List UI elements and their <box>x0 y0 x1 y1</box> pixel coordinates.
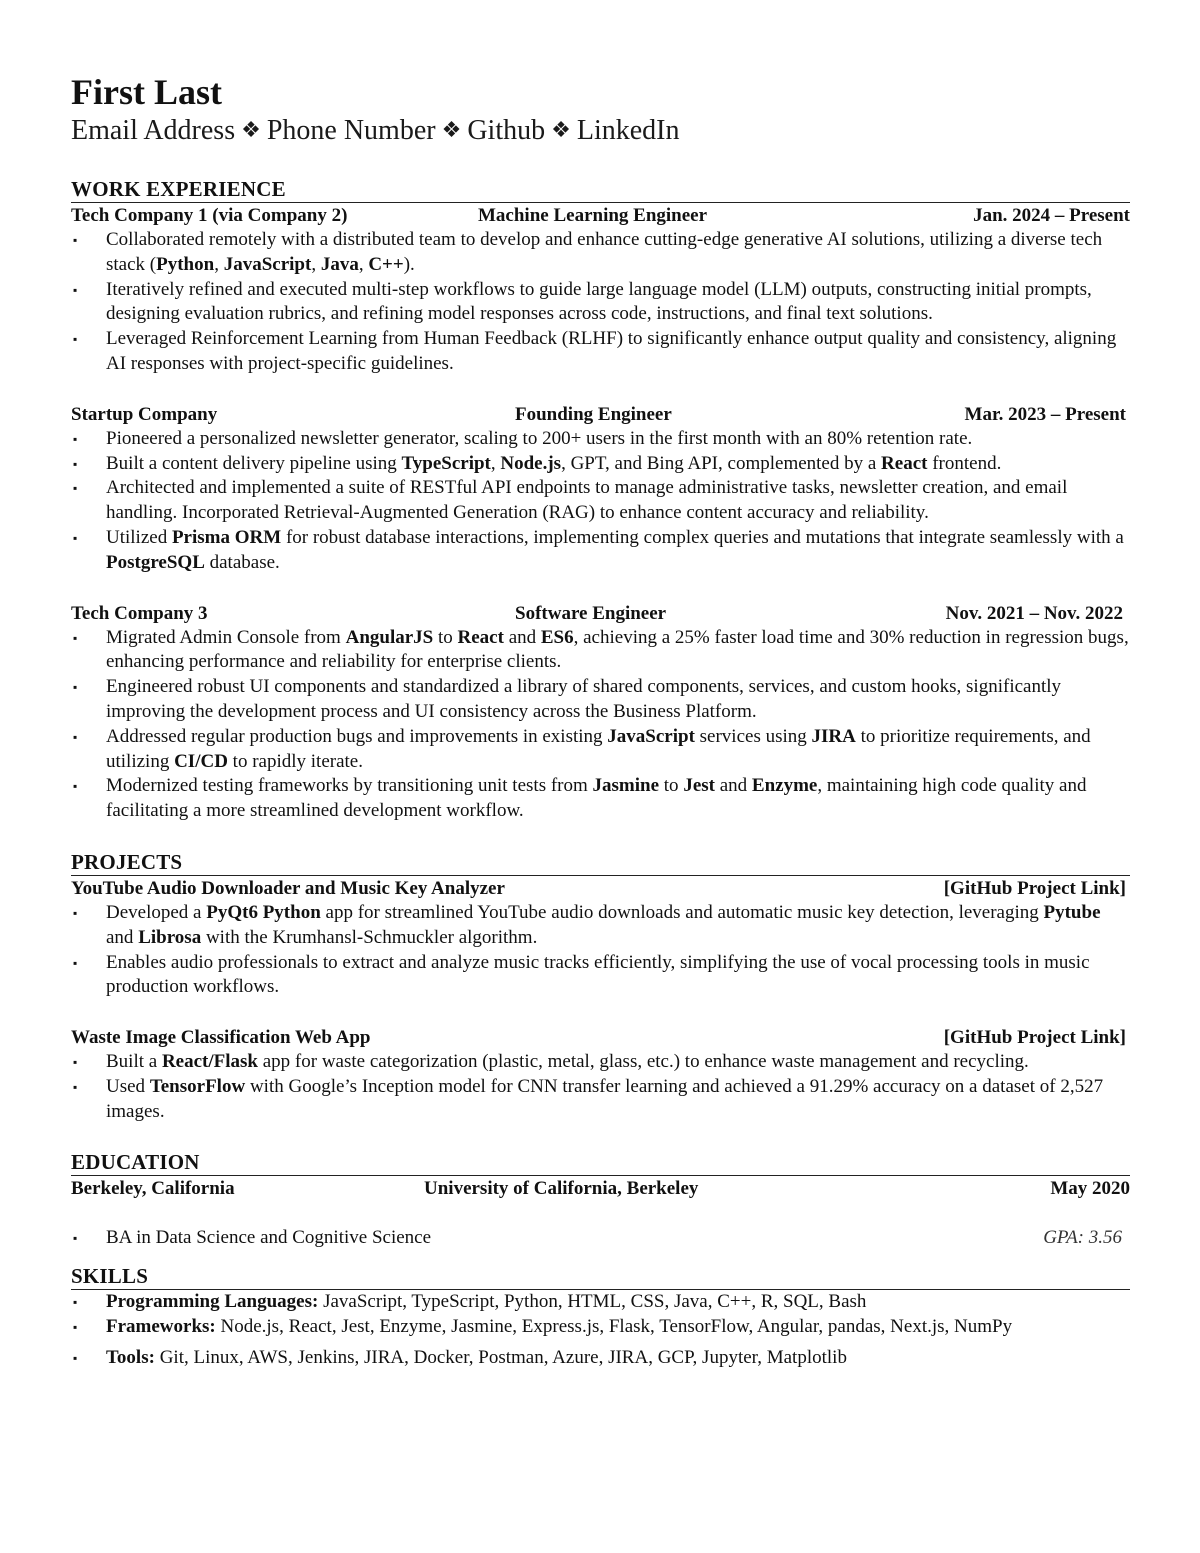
project-link[interactable]: [GitHub Project Link] <box>943 1027 1126 1049</box>
list-item <box>71 228 1130 278</box>
project-link[interactable]: [GitHub Project Link] <box>943 877 1126 899</box>
list-item <box>71 725 1130 775</box>
bullet-text: Modernized testing frameworks by transitioning unit tests from <box>106 775 593 797</box>
list-item <box>71 327 1130 377</box>
bullet-list <box>71 901 1130 1000</box>
bullet-text: frontend. <box>927 452 1002 474</box>
skills-list <box>71 1290 1130 1370</box>
bullet-keyword: Jasmine <box>592 775 660 797</box>
bullet-list <box>71 427 1130 576</box>
bullet-text: and <box>714 775 752 797</box>
bullet-keyword: React <box>457 626 504 648</box>
bullet-keyword: Python <box>156 253 215 275</box>
list-item <box>71 278 1130 328</box>
bullet-keyword: React/Flask <box>161 1051 258 1073</box>
bullet-text: app for waste categorization (plastic, metal, glass, etc.) to enhance waste management and recycling. <box>258 1051 1029 1073</box>
bullet-icon: ▪ <box>73 456 78 471</box>
bullet-keyword: JIRA <box>811 725 856 747</box>
skills-section <box>71 1264 1130 1370</box>
bullet-keyword: CI/CD <box>174 750 228 772</box>
skill-label: Tools: <box>106 1346 155 1368</box>
company: Startup Company <box>71 403 218 425</box>
bullet-text: app for streamlined YouTube audio downloads and automatic music key detection, leveraging <box>320 901 1044 923</box>
bullet-text: Migrated Admin Console from <box>106 626 346 648</box>
list-item <box>71 1075 1130 1125</box>
list-item <box>71 951 1130 1001</box>
separator-icon: ❖ <box>441 117 462 142</box>
bullet-icon: ▪ <box>73 1350 78 1365</box>
education-header <box>71 1176 1130 1201</box>
bullet-text: Leveraged Reinforcement Learning from Human Feedback (RLHF) to significantly enhance output quality and consistency, aligning AI responses with project-specific guidelines. <box>106 328 1117 374</box>
list-item <box>71 476 1130 526</box>
skill-value: JavaScript, TypeScript, Python, HTML, CSS, Java, C++, R, SQL, Bash <box>318 1291 867 1313</box>
bullet-text: Pioneered a personalized newsletter generator, scaling to 200+ users in the first month with an 80% retention rate. <box>106 427 973 449</box>
list-item <box>71 452 1130 477</box>
bullet-text: database. <box>204 551 280 573</box>
job-entry <box>71 601 1130 824</box>
bullet-icon: ▪ <box>73 332 78 347</box>
job-entry <box>71 402 1130 576</box>
contact-email[interactable]: Email Address <box>71 115 236 146</box>
bullet-icon: ▪ <box>73 431 78 446</box>
bullet-text: to prioritize requirements, and utilizing <box>106 725 1091 772</box>
section-title: EDUCATION <box>71 1150 1130 1176</box>
company: Tech Company 1 (via Company 2) <box>71 205 348 226</box>
contact-linkedin[interactable]: LinkedIn <box>576 115 680 146</box>
bullet-icon: ▪ <box>73 729 78 744</box>
bullet-keyword: C++ <box>368 253 404 275</box>
job-header <box>71 203 1130 228</box>
candidate-name: First Last <box>71 72 222 112</box>
bullet-text: services using <box>694 725 812 747</box>
bullet-keyword: Prisma ORM <box>171 526 282 548</box>
bullet-icon: ▪ <box>73 282 78 297</box>
project-entry <box>71 876 1130 1000</box>
bullet-text: Built a content delivery pipeline using <box>106 452 402 474</box>
bullet-text: Iteratively refined and executed multi-step workflows to guide large language model (LLM) outputs, constructing initial prompts, designing evaluation rubrics, and refining model responses across code, instructions, and final text solutions. <box>106 278 1092 325</box>
bullet-icon: ▪ <box>73 905 78 920</box>
school-name: University of California, Berkeley <box>424 1177 699 1199</box>
section-title: WORK EXPERIENCE <box>71 177 1130 203</box>
graduation-date: May 2020 <box>1050 1177 1130 1199</box>
job-dates: Jan. 2024 – Present <box>973 205 1130 226</box>
job-dates: Nov. 2021 – Nov. 2022 <box>945 602 1123 624</box>
bullet-icon: ▪ <box>73 1295 78 1310</box>
list-item <box>71 1050 1130 1075</box>
list-item <box>71 526 1130 576</box>
resume-page <box>71 72 1130 1371</box>
bullet-icon: ▪ <box>73 955 78 970</box>
bullet-text: Developed a <box>106 901 207 923</box>
bullet-keyword: AngularJS <box>345 626 434 648</box>
bullet-text: Utilized <box>106 526 172 548</box>
section-title: PROJECTS <box>71 850 1130 876</box>
job-entry <box>71 203 1130 377</box>
bullet-text: , <box>214 253 224 275</box>
skill-label: Frameworks: <box>106 1316 216 1338</box>
section-title: SKILLS <box>71 1264 1130 1290</box>
list-item <box>71 626 1130 676</box>
bullet-keyword: Java <box>320 253 359 275</box>
degree: BA in Data Science and Cognitive Science <box>106 1226 432 1248</box>
bullet-text: for robust database interactions, implementing complex queries and mutations that integrate seamlessly with a <box>281 526 1124 548</box>
bullet-text: Architected and implemented a suite of RESTful API endpoints to manage administrative tasks, newsletter creation, and email handling. Incorporated Retrieval-Augmented Generation (RAG) to enhance content accuracy and reliability. <box>106 477 1068 524</box>
bullet-text: , achieving a 25% faster load time and 30% reduction in regression bugs, enhancing performance and reliability for enterprise clients. <box>106 626 1129 673</box>
bullet-icon: ▪ <box>73 530 78 545</box>
bullet-keyword: JavaScript <box>223 253 312 275</box>
bullet-icon: ▪ <box>73 779 78 794</box>
bullet-text: and <box>106 926 139 948</box>
separator-icon: ❖ <box>551 117 571 142</box>
bullet-keyword: Node.js <box>500 452 562 474</box>
contact-github[interactable]: Github <box>467 115 546 146</box>
bullet-text: Used <box>106 1075 150 1097</box>
job-dates: Mar. 2023 – Present <box>964 403 1126 425</box>
bullet-icon: ▪ <box>73 1079 78 1094</box>
bullet-text: Engineered robust UI components and standardized a library of shared components, services, and custom hooks, significantly improving the development process and UI consistency across the Business Platform. <box>106 676 1062 722</box>
bullet-text: Collaborated remotely with a distributed team to develop and enhance cutting-edge generative AI solutions, utilizing a diverse tech stack ( <box>106 229 1103 275</box>
bullet-list <box>71 1226 1130 1251</box>
job-header <box>71 601 1130 626</box>
list-item <box>71 1315 1130 1340</box>
bullet-keyword: JavaScript <box>607 725 695 747</box>
bullet-icon: ▪ <box>73 630 78 645</box>
bullet-keyword: React <box>881 452 928 474</box>
bullet-icon: ▪ <box>73 1230 78 1245</box>
bullet-keyword: Librosa <box>138 926 202 948</box>
job-role: Machine Learning Engineer <box>478 205 708 226</box>
bullet-keyword: PostgreSQL <box>106 551 205 573</box>
bullet-list <box>71 626 1130 824</box>
job-role: Software Engineer <box>515 602 667 624</box>
bullet-icon: ▪ <box>73 481 78 496</box>
project-header <box>71 876 1130 901</box>
contact-line <box>71 112 1130 151</box>
bullet-keyword: ES6 <box>540 626 574 648</box>
list-item <box>71 1226 1130 1251</box>
bullet-icon: ▪ <box>73 1320 78 1335</box>
list-item <box>71 675 1130 725</box>
list-item <box>71 774 1130 824</box>
contact-phone[interactable]: Phone Number <box>266 115 436 146</box>
bullet-keyword: TensorFlow <box>149 1075 246 1097</box>
bullet-keyword: PyQt6 Python <box>206 901 321 923</box>
bullet-icon: ▪ <box>73 233 78 247</box>
project-header <box>71 1025 1130 1050</box>
bullet-text: and <box>503 626 541 648</box>
bullet-text: , maintaining high code quality and facilitating a more streamlined development workflow. <box>106 775 1087 822</box>
bullet-text: Addressed regular production bugs and improvements in existing <box>106 725 608 747</box>
bullet-keyword: Enzyme <box>751 775 818 797</box>
bullet-text: ). <box>403 253 415 275</box>
bullet-keyword: Jest <box>683 775 715 797</box>
bullet-text: with Google’s Inception model for CNN transfer learning and achieved a 91.29% accuracy on a dataset of 2,527 images. <box>106 1075 1104 1122</box>
bullet-text: , <box>490 452 501 474</box>
company: Tech Company 3 <box>71 602 208 624</box>
skill-label: Programming Languages: <box>106 1291 319 1313</box>
bullet-text: to <box>433 626 458 648</box>
bullet-text: Built a <box>106 1051 162 1073</box>
bullet-keyword: TypeScript <box>401 452 491 474</box>
bullet-keyword: Pytube <box>1043 901 1101 923</box>
bullet-icon: ▪ <box>73 1055 78 1070</box>
bullet-text: with the Krumhansl-Schmuckler algorithm. <box>201 926 538 948</box>
bullet-text: to rapidly iterate. <box>227 750 363 772</box>
education-location: Berkeley, California <box>71 1177 235 1199</box>
project-name: YouTube Audio Downloader and Music Key Analyzer <box>71 877 505 899</box>
skill-value: Git, Linux, AWS, Jenkins, JIRA, Docker, Postman, Azure, JIRA, GCP, Jupyter, Matplotlib <box>154 1346 847 1368</box>
gpa: GPA: 3.56 <box>1043 1226 1122 1248</box>
education-section <box>71 1150 1130 1251</box>
skill-value: Node.js, React, Jest, Enzyme, Jasmine, Express.js, Flask, TensorFlow, Angular, pandas, Next.js, NumPy <box>215 1316 1013 1338</box>
bullet-text: , <box>358 253 369 275</box>
list-item <box>71 1346 1130 1371</box>
bullet-text: Enables audio professionals to extract and analyze music tracks efficiently, simplifying the use of vocal processing tools in music production workflows. <box>106 951 1090 998</box>
work-experience-section <box>71 177 1130 824</box>
job-role: Founding Engineer <box>515 403 672 425</box>
job-header <box>71 402 1130 427</box>
bullet-list <box>71 228 1130 377</box>
project-entry <box>71 1025 1130 1124</box>
separator-icon: ❖ <box>241 117 261 142</box>
bullet-icon: ▪ <box>73 680 78 695</box>
list-item <box>71 1290 1130 1315</box>
list-item <box>71 427 1130 452</box>
bullet-text: , GPT, and Bing API, complemented by a <box>561 452 882 474</box>
bullet-list <box>71 1050 1130 1124</box>
bullet-text: to <box>659 775 684 797</box>
bullet-text: , <box>311 253 321 275</box>
list-item <box>71 901 1130 951</box>
project-name: Waste Image Classification Web App <box>71 1027 371 1049</box>
projects-section <box>71 850 1130 1125</box>
